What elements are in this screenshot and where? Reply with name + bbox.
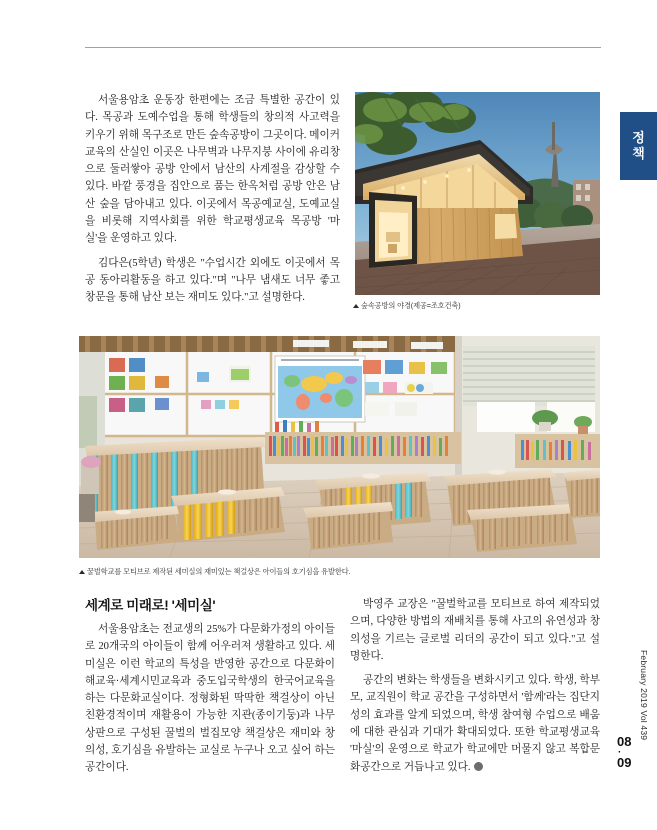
- left-column-bottom: [85, 594, 335, 777]
- caption-triangle-icon: [353, 304, 359, 308]
- page-number-separator: ·: [618, 746, 622, 758]
- paragraph-conclusion: [350, 672, 600, 776]
- photo-semi-classroom-graphic: [79, 336, 600, 558]
- left-column-top: [85, 92, 340, 307]
- photo-semi-classroom: [79, 336, 600, 558]
- caption-triangle-icon: [79, 570, 85, 574]
- paragraph-student-quote: 김다은(5학년) 학생은 "수업시간 외에도 이곳에서 목공 동아리활동을 하고 있다."며 "나무 냄새도 너무 좋고 창문을 통해 남산 보는 재미도 있다."고 설명한다.: [85, 257, 340, 304]
- right-column-bottom: [350, 596, 600, 776]
- section-heading: 세계로 미래로! '세미실': [85, 598, 216, 613]
- page-numbers: [617, 735, 647, 769]
- page-number-left: 08: [617, 734, 632, 749]
- article-end-mark-icon: [474, 762, 483, 771]
- caption-forest-workshop: [353, 301, 461, 311]
- paragraph-conclusion-text: 공간의 변화는 학생들을 변화시키고 있다. 학생, 학부모, 교직원이 학교 공간을 구성하면서 '함께'라는 집단지성의 효과를 알게 되었으며, 학생 참여형 수업으로 배움에 대한 관심과 기대가 확대되었다. 또한 학교평생교육 '마실'의 운영으로 학교가 학교에만 머물지 않고 복합문화공간으로 거듭나고 있다.: [350, 675, 600, 773]
- caption-semi-classroom-text: 꿀벌학교를 모티브로 제작된 세미실의 재미있는 책걸상은 아이들의 호기심을 유발한다.: [87, 567, 351, 576]
- paragraph-principal-quote: 박영주 교장은 "꿀벌학교를 모티브로 하여 제작되었으며, 다양한 방법의 재배치를 통해 사고의 유연성과 창의성을 기르는 글로벌 리더의 공간이 되고 있다."고 설명한다.: [350, 599, 600, 662]
- photo-forest-workshop-graphic: [355, 92, 600, 295]
- caption-semi-classroom: [79, 567, 350, 577]
- issue-line: February 2019 Vol 439: [639, 650, 649, 741]
- header-divider: [85, 47, 601, 48]
- paragraph-intro: 서울용암초 운동장 한편에는 조금 특별한 공간이 있다. 목공과 도예수업을 통해 학생들의 창의적 사고력을 키우기 위해 목구조로 만든 숲속공방이 그곳이다. 메이커교육의 산실인 이곳은 나무벽과 나무지붕 사이에 유리창으로 둘러쌓아 공방 안에서 남산의 사계절을 감상할 수 있다. 바깥 풍경을 집안으로 품는 한옥처럼 공방 안은 남산 숲을 담아내고 있다. 이곳에서 목공예교실, 도예교실을 비롯해 지역사회를 위한 학교평생교육 목공방 '마실'을 운영하고 있다.: [85, 95, 340, 245]
- paragraph-semisil-description: 서울용암초는 전교생의 25%가 다문화가정의 아이들로 20개국의 아이들이 함께 어우러져 생활하고 있다. 세미실은 이런 학교의 특성을 반영한 공간으로 다문화이해교육·세계시민교육과 중도입국학생의 한국어교육을 하는 다문화교실이다. 정형화된 딱딱한 책걸상이 아닌 친환경적이며 재활용이 가능한 지관(종이기둥)과 나무상판으로 구성된 꿀벌의 벌집모양 책걸상은 재미와 창의성, 호기심을 유발하는 교실로 누구나 오고 싶어 하는 공간이다.: [85, 624, 335, 774]
- caption-forest-workshop-text: 숲속공방의 야경(제공=조호건축): [361, 301, 461, 310]
- section-tab-policy: [620, 112, 657, 180]
- section-tab-line2: 책: [632, 146, 645, 161]
- photo-forest-workshop: [355, 92, 600, 295]
- section-tab-line1: 정: [632, 129, 645, 145]
- page-number-right: 09: [617, 754, 632, 770]
